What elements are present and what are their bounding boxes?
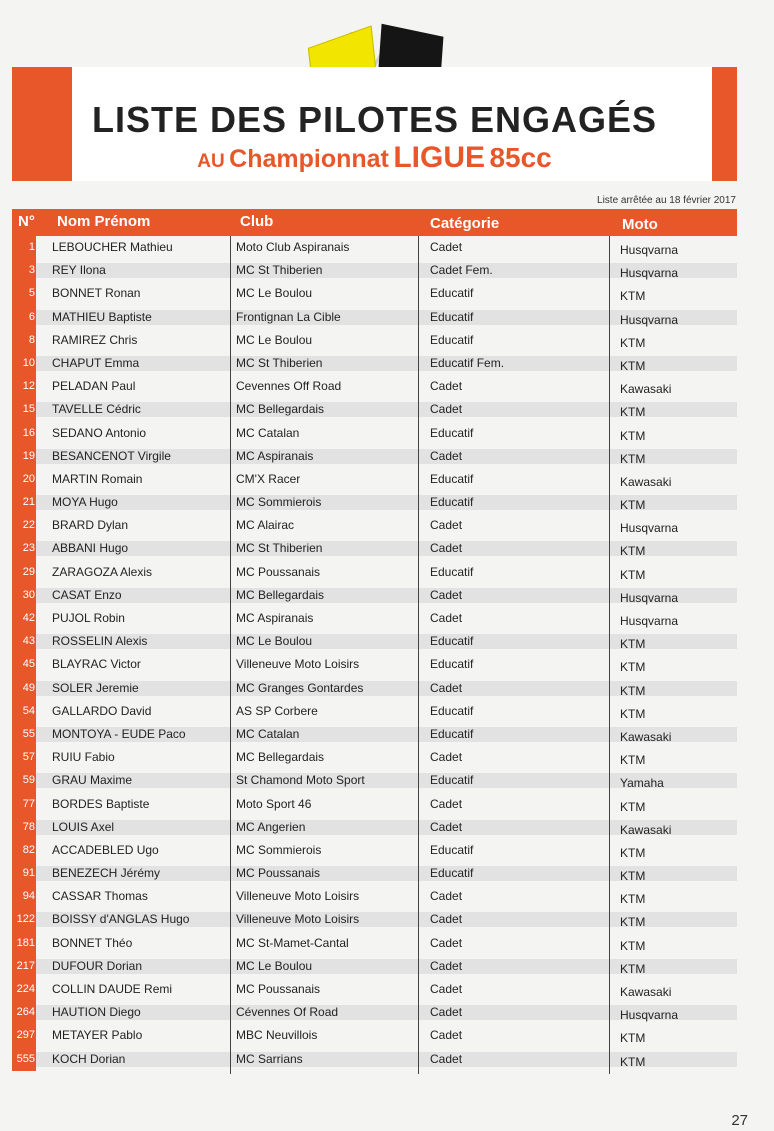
pilot-category: Educatif (430, 634, 474, 649)
pilot-category: Educatif (430, 726, 474, 741)
pilot-club: MC Aspiranais (236, 611, 314, 625)
pilot-category: Cadet (430, 750, 463, 765)
table-row (12, 514, 737, 537)
pilot-name: BOISSY d'ANGLAS Hugo (52, 912, 190, 927)
pilots-table (12, 209, 737, 1071)
pilot-name: LOUIS Axel (52, 819, 115, 834)
pilot-moto: KTM (620, 405, 646, 420)
pilot-category: Cadet (430, 1005, 463, 1020)
pilot-moto: Kawasaki (620, 729, 672, 744)
table-row (12, 329, 737, 352)
pilot-name: BRARD Dylan (52, 518, 129, 533)
pilot-club: MC Granges Gontardes (236, 680, 364, 695)
pilot-number: 297 (12, 1024, 36, 1047)
pilot-moto: KTM (620, 660, 646, 675)
pilot-number: 78 (12, 816, 36, 839)
header-club: Club (240, 213, 274, 230)
pilot-category: Educatif (430, 842, 474, 857)
pilot-name: BORDES Baptiste (52, 796, 150, 811)
pilot-name: RUIU Fabio (52, 750, 115, 765)
pilot-club: MC Aspiranais (236, 448, 314, 463)
pilot-category: Educatif (430, 703, 474, 718)
pilot-club: MBC Neuvillois (236, 1028, 318, 1043)
pilot-moto: Kawasaki (620, 985, 672, 999)
pilot-number: 16 (12, 422, 36, 445)
pilot-club: MC Poussanais (236, 564, 321, 579)
pilot-name: MATHIEU Baptiste (52, 309, 152, 324)
pilot-moto: Husqvarna (620, 243, 679, 257)
pilot-moto: KTM (620, 938, 646, 953)
table-row (12, 398, 737, 421)
table-row (12, 885, 737, 908)
pilot-club: MC Poussanais (236, 982, 321, 996)
pilot-name: BONNET Ronan (52, 286, 141, 301)
pilot-moto: Husqvarna (620, 266, 679, 281)
pilot-moto: KTM (620, 335, 646, 350)
table-row (12, 955, 737, 978)
pilot-category: Cadet (430, 1051, 463, 1066)
pilot-number: 6 (12, 306, 36, 329)
pilot-club: MC Bellegardais (236, 402, 325, 417)
pilot-club: MC Alairac (236, 518, 295, 533)
pilot-category: Educatif Fem. (430, 355, 505, 370)
pilot-name: CASSAR Thomas (52, 889, 148, 904)
pilot-category: Cadet (430, 587, 463, 602)
pilot-number: 1 (12, 236, 36, 259)
pilot-club: MC Catalan (236, 425, 300, 440)
header-banner (12, 67, 737, 181)
pilot-number: 10 (12, 352, 36, 375)
pilot-name: TAVELLE Cédric (52, 402, 141, 417)
pilot-club: MC St Thiberien (236, 541, 323, 556)
pilot-name: BONNET Théo (52, 935, 133, 950)
table-row (12, 677, 737, 700)
table-row (12, 932, 737, 955)
pilot-club: Moto Club Aspiranais (236, 240, 350, 254)
pilot-category: Cadet (430, 912, 463, 927)
column-divider (230, 236, 231, 1074)
pilot-moto: KTM (620, 451, 646, 466)
pilot-category: Educatif (430, 332, 474, 347)
table-row (12, 306, 737, 329)
pilot-club: Villeneuve Moto Loisirs (236, 657, 360, 672)
pilot-name: ROSSELIN Alexis (52, 634, 148, 649)
pilot-name: ABBANI Hugo (52, 541, 129, 556)
table-body (12, 236, 737, 1071)
pilot-moto: KTM (620, 1031, 646, 1046)
pilot-club: Frontignan La Cible (236, 309, 341, 324)
pilot-name: MARTIN Romain (52, 471, 143, 486)
table-row (12, 1001, 737, 1024)
pilot-number: 264 (12, 1001, 36, 1024)
header-num: N° (18, 213, 35, 230)
pilot-category: Cadet (430, 796, 463, 811)
pilot-name: MOYA Hugo (52, 495, 118, 510)
pilot-category: Educatif (430, 495, 474, 510)
pilot-moto: KTM (620, 961, 646, 976)
pilot-name: LEBOUCHER Mathieu (52, 240, 173, 254)
pilot-club: St Chamond Moto Sport (236, 773, 365, 788)
pilot-number: 43 (12, 630, 36, 653)
pilot-name: ZARAGOZA Alexis (52, 564, 153, 579)
column-divider (418, 236, 419, 1074)
pilot-name: SOLER Jeremie (52, 680, 139, 695)
pilot-name: PUJOL Robin (52, 611, 125, 625)
pilot-number: 57 (12, 746, 36, 769)
header-name: Nom Prénom (57, 213, 151, 230)
pilot-club: MC Le Boulou (236, 634, 313, 649)
pilot-moto: KTM (620, 428, 646, 443)
table-row (12, 236, 737, 259)
pilot-number: 20 (12, 468, 36, 491)
pilot-moto: KTM (620, 358, 646, 373)
pilot-moto: Kawasaki (620, 474, 672, 489)
pilot-name: BESANCENOT Virgile (52, 448, 171, 463)
pilot-number: 21 (12, 491, 36, 514)
pilot-club: MC Le Boulou (236, 958, 313, 973)
subtitle-league: LIGUE (393, 141, 485, 174)
page-subtitle (12, 141, 737, 175)
table-row (12, 607, 737, 630)
pilot-number: 15 (12, 398, 36, 421)
pilot-category: Educatif (430, 657, 474, 672)
pilot-moto: KTM (620, 869, 646, 884)
pilot-moto: KTM (620, 845, 646, 860)
table-row (12, 375, 737, 398)
pilot-category: Cadet (430, 680, 463, 695)
pilot-name: PELADAN Paul (52, 379, 136, 394)
table-row (12, 259, 737, 282)
pilot-club: MC Catalan (236, 726, 300, 741)
pilot-number: 122 (12, 908, 36, 931)
pilot-category: Cadet (430, 982, 463, 996)
table-row (12, 862, 737, 885)
pilot-number: 94 (12, 885, 36, 908)
pilot-club: MC Sommierois (236, 842, 322, 857)
pilot-moto: KTM (620, 683, 646, 698)
pilot-number: 19 (12, 445, 36, 468)
pilot-moto: KTM (620, 289, 646, 304)
pilot-category: Cadet (430, 402, 463, 417)
pilot-moto: KTM (620, 1054, 646, 1069)
pilot-club: MC Poussanais (236, 866, 321, 881)
pilot-category: Cadet (430, 541, 463, 556)
table-row (12, 282, 737, 305)
pilot-number: 54 (12, 700, 36, 723)
pilot-number: 5 (12, 282, 36, 305)
table-row (12, 468, 737, 491)
pilot-moto: KTM (620, 544, 646, 559)
pilot-club: MC Bellegardais (236, 750, 325, 765)
pilot-number: 29 (12, 561, 36, 584)
pilot-moto: KTM (620, 498, 646, 513)
table-row (12, 723, 737, 746)
pilot-category: Cadet (430, 518, 463, 533)
pilot-moto: Husqvarna (620, 521, 679, 536)
pilot-number: 82 (12, 839, 36, 862)
pilot-number: 217 (12, 955, 36, 978)
pilot-name: GRAU Maxime (52, 773, 133, 788)
date-note: Liste arrêtée au 18 février 2017 (597, 195, 736, 206)
table-row (12, 584, 737, 607)
pilot-moto: Husqvarna (620, 590, 679, 605)
pilot-category: Cadet (430, 935, 463, 950)
subtitle-prefix: AU (197, 151, 225, 172)
pilot-category: Educatif (430, 309, 474, 324)
pilot-moto: KTM (620, 567, 646, 582)
pilot-number: 23 (12, 537, 36, 560)
column-divider (609, 236, 610, 1074)
pilot-club: MC Sarrians (236, 1051, 303, 1066)
pilot-moto: KTM (620, 799, 646, 814)
pilot-moto: KTM (620, 892, 646, 907)
pilot-number: 555 (12, 1048, 36, 1071)
pilot-number: 55 (12, 723, 36, 746)
pilot-category: Cadet (430, 611, 463, 625)
pilot-club: MC St-Mamet-Cantal (236, 935, 349, 950)
table-row (12, 908, 737, 931)
pilot-name: KOCH Dorian (52, 1051, 126, 1066)
table-row (12, 816, 737, 839)
pilot-club: MC St Thiberien (236, 263, 323, 278)
pilot-number: 42 (12, 607, 36, 630)
pilot-number: 224 (12, 978, 36, 1001)
pilot-moto: Kawasaki (620, 822, 672, 837)
table-row (12, 653, 737, 676)
pilot-number: 3 (12, 259, 36, 282)
table-row (12, 1024, 737, 1047)
pilot-club: MC Le Boulou (236, 286, 313, 301)
pilot-name: CHAPUT Emma (52, 355, 140, 370)
pilot-name: RAMIREZ Chris (52, 332, 138, 347)
header-category: Catégorie (430, 215, 500, 232)
pilot-moto: Husqvarna (620, 312, 679, 327)
pilot-club: Villeneuve Moto Loisirs (236, 889, 360, 904)
pilot-category: Educatif (430, 564, 474, 579)
pilot-number: 30 (12, 584, 36, 607)
table-header (12, 209, 737, 236)
pilot-category: Educatif (430, 425, 474, 440)
pilot-moto: Husqvarna (620, 1008, 679, 1023)
pilot-category: Cadet Fem. (430, 263, 493, 278)
pilot-club: MC Le Boulou (236, 332, 313, 347)
pilot-moto: KTM (620, 637, 646, 652)
pilot-number: 91 (12, 862, 36, 885)
pilot-moto: Yamaha (620, 776, 664, 791)
pilot-moto: KTM (620, 753, 646, 768)
pilot-name: MONTOYA - EUDE Paco (52, 726, 186, 741)
pilot-name: SEDANO Antonio (52, 425, 147, 440)
pilot-club: AS SP Corbere (236, 703, 318, 718)
pilot-club: MC Bellegardais (236, 587, 325, 602)
pilot-category: Cadet (430, 819, 463, 834)
pilot-name: REY Ilona (52, 263, 106, 278)
pilot-club: Cevennes Off Road (236, 379, 342, 394)
table-row (12, 491, 737, 514)
table-row (12, 769, 737, 792)
table-row (12, 422, 737, 445)
pilot-category: Cadet (430, 889, 463, 904)
pilot-club: Cévennes Of Road (236, 1005, 339, 1020)
pilot-category: Cadet (430, 1028, 463, 1043)
pilot-number: 49 (12, 677, 36, 700)
pilot-category: Educatif (430, 773, 474, 788)
pilot-moto: Husqvarna (620, 614, 679, 628)
pilot-name: HAUTION Diego (52, 1005, 141, 1020)
table-row (12, 978, 737, 1001)
table-row (12, 445, 737, 468)
pilot-number: 59 (12, 769, 36, 792)
pilot-club: MC Angerien (236, 819, 306, 834)
pilot-category: Cadet (430, 240, 463, 254)
pilot-number: 181 (12, 932, 36, 955)
page-number: 27 (731, 1112, 748, 1129)
subtitle-class: 85cc (489, 142, 552, 173)
table-row (12, 839, 737, 862)
pilot-name: BENEZECH Jérémy (52, 866, 161, 881)
table-row (12, 630, 737, 653)
pilot-category: Cadet (430, 958, 463, 973)
pilot-name: DUFOUR Dorian (52, 958, 143, 973)
pilot-number: 8 (12, 329, 36, 352)
pilot-moto: KTM (620, 706, 646, 721)
table-row (12, 700, 737, 723)
pilot-name: BLAYRAC Victor (52, 657, 141, 672)
page-title: LISTE DES PILOTES ENGAGÉS (91, 99, 658, 140)
pilot-category: Cadet (430, 379, 463, 394)
pilot-category: Cadet (430, 448, 463, 463)
pilot-number: 45 (12, 653, 36, 676)
pilot-moto: KTM (620, 915, 646, 930)
table-row (12, 1048, 737, 1071)
pilot-moto: Kawasaki (620, 382, 672, 397)
pilot-club: Villeneuve Moto Loisirs (236, 912, 360, 927)
pilot-category: Educatif (430, 286, 474, 301)
pilot-name: METAYER Pablo (52, 1028, 143, 1043)
pilot-category: Educatif (430, 866, 474, 881)
pilot-club: CM'X Racer (236, 471, 301, 486)
table-row (12, 352, 737, 375)
table-row (12, 746, 737, 769)
header-moto: Moto (622, 216, 658, 233)
pilot-name: GALLARDO David (52, 703, 152, 718)
table-row (12, 793, 737, 816)
pilot-number: 12 (12, 375, 36, 398)
pilot-club: MC Sommierois (236, 495, 322, 510)
subtitle-championship: Championnat (229, 145, 389, 173)
pilot-club: Moto Sport 46 (236, 796, 312, 811)
pilot-number: 77 (12, 793, 36, 816)
pilot-category: Educatif (430, 471, 474, 486)
pilot-name: CASAT Enzo (52, 587, 122, 602)
table-row (12, 537, 737, 560)
pilot-name: COLLIN DAUDE Remi (52, 982, 173, 996)
table-row (12, 561, 737, 584)
pilot-club: MC St Thiberien (236, 355, 323, 370)
pilot-number: 22 (12, 514, 36, 537)
pilot-name: ACCADEBLED Ugo (52, 842, 159, 857)
